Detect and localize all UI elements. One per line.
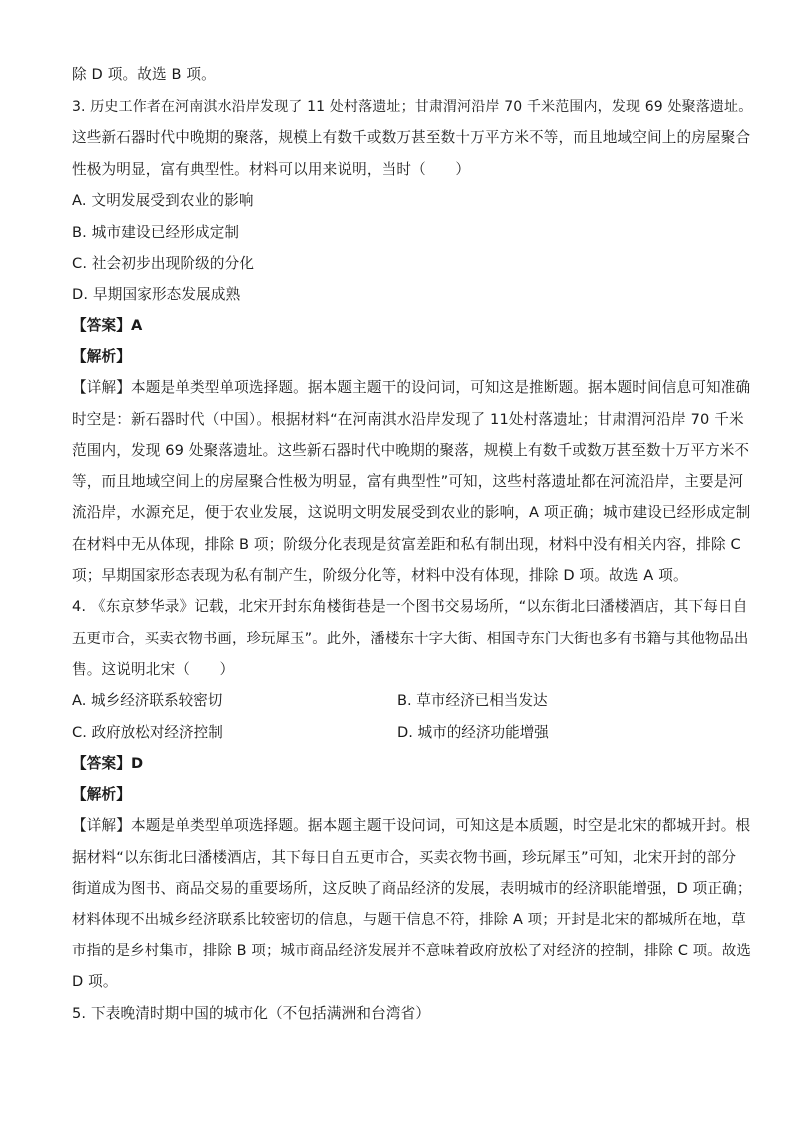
previous-answer-tail: 除 D 项。故选 B 项。 (72, 66, 216, 83)
q4-option-c: C. 政府放松对经济控制 (72, 724, 223, 741)
q3-option-a: A. 文明发展受到农业的影响 (72, 192, 254, 209)
q4-option-a: A. 城乡经济联系较密切 (72, 692, 223, 709)
q4-detail-line-1: 【详解】本题是单类型单项选择题。据本题主题干设问词，可知这是本质题，时空是北宋的都城开封。根 (72, 817, 751, 834)
q3-option-d: D. 早期国家形态发展成熟 (72, 286, 241, 303)
q4-stem-line-1: 4. 《东京梦华录》记载，北宋开封东角楼街巷是一个图书交易场所，“以东街北曰潘楼酒店，其下每日自 (72, 598, 748, 615)
q3-analysis-label: 【解析】 (72, 348, 131, 365)
q3-stem-line-2: 这些新石器时代中晚期的聚落，规模上有数千或数万甚至数十万平方米不等，而且地域空间上的房屋聚合 (72, 129, 751, 146)
q4-stem-line-3: 售。这说明北宋（ ） (72, 661, 235, 678)
q3-option-b: B. 城市建设已经形成定制 (72, 224, 240, 241)
q3-detail-line-3: 范围内，发现 69 处聚落遗址。这些新石器时代中晚期的聚落，规模上有数千或数万甚至数十万平方米不 (72, 442, 750, 459)
q4-analysis-label: 【解析】 (72, 786, 131, 803)
q4-answer: 【答案】D (72, 755, 144, 772)
q3-detail-line-6: 在材料中无从体现，排除 B 项；阶级分化表现是贫富差距和私有制出现，材料中没有相关内容，排除 C (72, 536, 741, 553)
q4-option-d: D. 城市的经济功能增强 (397, 724, 549, 741)
q3-detail-line-1: 【详解】本题是单类型单项选择题。据本题主题干的设问词，可知这是推断题。据本题时间信息可知准确 (72, 379, 751, 396)
q3-option-c: C. 社会初步出现阶级的分化 (72, 255, 255, 272)
q5-stem: 5. 下表晚清时期中国的城市化（不包括满洲和台湾省） (72, 1005, 431, 1022)
q3-answer: 【答案】A (72, 317, 143, 334)
q3-stem-line-3: 性极为明显，富有典型性。材料可以用来说明，当时（ ） (72, 161, 471, 178)
q3-detail-line-2: 时空是：新石器时代（中国）。根据材料“在河南淇水沿岸发现了 11处村落遗址；甘肃渭河沿岸 70 千米 (72, 411, 744, 428)
q4-detail-line-4: 材料体现不出城乡经济联系比较密切的信息，与题干信息不符，排除 A 项；开封是北宋的都城所在地，草 (72, 912, 746, 928)
q3-detail-line-5: 流沿岸，水源充足，便于农业发展，这说明文明发展受到农业的影响，A 项正确；城市建设已经形成定制 (72, 504, 751, 521)
q4-detail-line-5: 市指的是乡村集市，排除 B 项；城市商品经济发展并不意味着政府放松了对经济的控制，排除 C 项。故选 (72, 943, 751, 959)
q3-detail-line-4: 等，而且地域空间上的房屋聚合性极为明显，富有典型性”可知，这些村落遗址都在河流沿岸，主要是河 (72, 473, 744, 490)
q3-stem-line-1: 3. 历史工作者在河南淇水沿岸发现了 11 处村落遗址；甘肃渭河沿岸 70 千米范围内，发现 69 处聚落遗址。 (72, 99, 753, 115)
q4-detail-line-6: D 项。 (72, 973, 118, 990)
q4-option-b: B. 草市经济已相当发达 (397, 692, 548, 709)
q3-detail-line-7: 项；早期国家形态表现为私有制产生，阶级分化等，材料中没有体现，排除 D 项。故选 A 项。 (72, 567, 688, 584)
q4-stem-line-2: 五更市合，买卖衣物书画，珍玩犀玉”。此外，潘楼东十字大街、相国寺东门大街也多有书籍与其他物品出 (72, 631, 749, 647)
q4-detail-line-3: 街道成为图书、商品交易的重要场所，这反映了商品经济的发展，表明城市的经济职能增强，D 项正确； (72, 880, 752, 897)
q4-detail-line-2: 据材料“以东街北曰潘楼酒店，其下每日自五更市合，买卖衣物书画，珍玩犀玉”可知，北宋开封的部分 (72, 849, 737, 866)
